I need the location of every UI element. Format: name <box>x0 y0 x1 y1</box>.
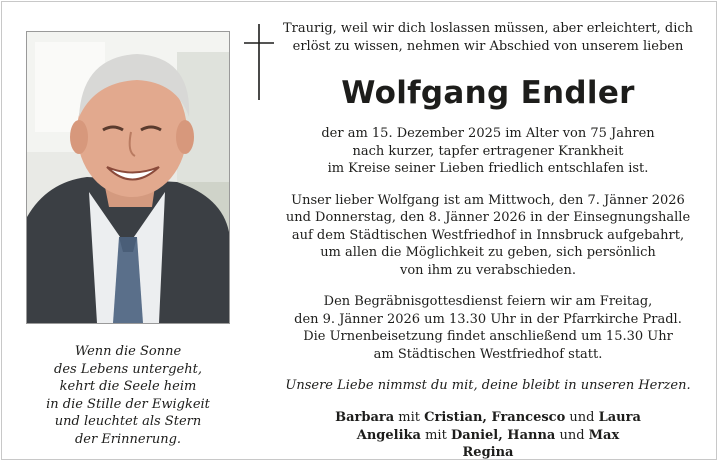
deceased-name: Wolfgang Endler <box>341 75 635 111</box>
family-line: Regina <box>462 445 514 460</box>
family-line: Barbara mit Cristian, Francesco und Laura <box>335 410 641 425</box>
poem-line: in die Stille der Ewigkeit <box>46 396 210 412</box>
poem-line: des Lebens untergeht, <box>54 361 202 377</box>
lying-in-state-info: Unser lieber Wolfgang ist am Mittwoch, den 7. Jänner 2026 und Donnerstag, den 8. Jänner 2026 in der Einsegnungshalle auf dem Städtischen Westfriedhof in Innsbruck aufgebahrt, um allen die Möglichkeit zu geben, sich persönlich von ihm zu verabschieden. <box>285 192 691 278</box>
funeral-info: Den Begräbnisgottesdienst feiern wir am Freitag, den 9. Jänner 2026 um 13.30 Uhr in der Pfarrkirche Pradl. Die Urnenbeisetzung findet anschließend um 15.30 Uhr am Städtischen Westfriedhof statt. <box>294 294 682 362</box>
death-notice: der am 15. Dezember 2025 im Alter von 75 Jahren nach kurzer, tapfer ertragener Krankheit im Kreise seiner Lieben friedlich entschlafen ist. <box>321 126 655 176</box>
poem-line: der Erinnerung. <box>74 431 182 447</box>
notice-text <box>278 20 698 462</box>
family-line: Angelika mit Daniel, Hanna und Max <box>356 427 620 443</box>
memorial-poem <box>26 343 230 449</box>
closing-quote: Unsere Liebe nimmst du mit, deine bleibt in unseren Herzen. <box>285 378 691 393</box>
family-signatures <box>278 409 698 462</box>
cross-icon <box>242 24 276 100</box>
poem-line: und leuchtet als Stern <box>54 414 202 430</box>
poem-line: kehrt die Seele heim <box>59 379 197 395</box>
poem-line: Wenn die Sonne <box>74 344 182 359</box>
portrait-photo <box>26 31 230 324</box>
intro-text: Traurig, weil wir dich loslassen müssen, aber erleichtert, dich erlöst zu wissen, nehmen wir Abschied von unserem lieben <box>282 21 694 54</box>
